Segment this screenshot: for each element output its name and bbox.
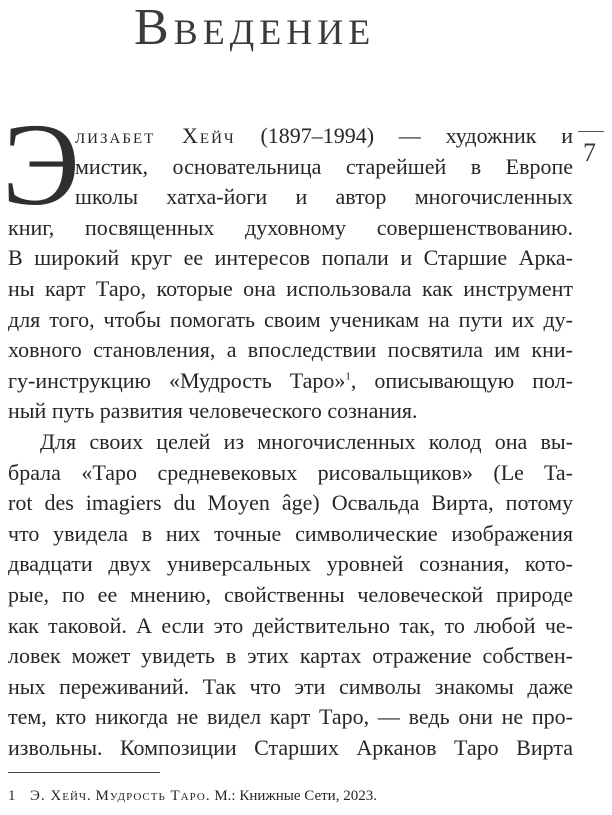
text-line: Для своих целей из многочисленных колод она вы- <box>40 428 573 454</box>
text-line: тем, кто никогда не видел карт Таро, — ведь они не про- <box>8 704 573 730</box>
text-line: лизабет Хейч (1897–1994) — художник и <box>75 123 573 148</box>
text-line: что увидела в них точные символические изображения <box>8 520 573 546</box>
text-line: как таковой. А если это действительно так, то любой че- <box>8 612 573 638</box>
text-line: книг, посвященных духовному совершенствованию. <box>8 214 573 240</box>
text-line: извольны. Композиции Старших Арканов Таро Вирта <box>8 734 573 760</box>
text-line: мистик, основательница старейшей в Европе <box>75 153 573 179</box>
text-line: для того, чтобы помогать своим ученикам на пути их ду- <box>8 306 573 332</box>
text-line: гу-инструкцию «Мудрость Таро»$^1$, описывающую пол- <box>8 367 573 393</box>
text-line: ный путь развития человеческого сознания. <box>8 398 418 424</box>
body-text <box>8 121 573 763</box>
page-number-rule <box>578 131 604 132</box>
footnote-publisher: М.: Книжные Сети, 2023. <box>210 788 377 804</box>
text-line: брала «Таро средневековых рисовальщиков» (Le Ta- <box>8 459 573 485</box>
footnote-rule <box>8 772 160 773</box>
footnote-book-title: Мудрость Таро. <box>95 788 211 804</box>
footnote-number: 1 <box>8 788 16 804</box>
footnote <box>8 788 377 805</box>
page-number: 7 <box>583 138 596 167</box>
text-line: двадцати двух универсальных уровней сознания, кото- <box>8 551 573 577</box>
drop-cap-letter: Э <box>2 99 80 230</box>
text-line: школы хатха-йоги и автор многочисленных <box>75 184 573 210</box>
text-line: ны карт Таро, которые она использовала как инструмент <box>8 275 573 301</box>
text-line: ловек может увидеть в этих картах отражение собствен- <box>8 643 573 669</box>
text-line: рые, по ее мнению, свойственны человеческой природе <box>8 581 573 607</box>
text-line: В широкий круг ее интересов попали и Старшие Арка- <box>8 245 573 271</box>
text-line: rot des imagiers du Moyen âge) Освальда Вирта, потому <box>8 490 573 516</box>
text-line: ховного становления, а впоследствии посвятила им кни- <box>8 337 573 363</box>
footnote-marker[interactable]: 1 <box>345 370 351 383</box>
first-words-small-caps: лизабет Хейч <box>75 123 236 148</box>
chapter-title: Введение <box>134 0 376 56</box>
footnote-author: Э. Хейч. <box>30 788 92 804</box>
text-line: ных переживаний. Так что эти символы знакомы даже <box>8 673 573 699</box>
